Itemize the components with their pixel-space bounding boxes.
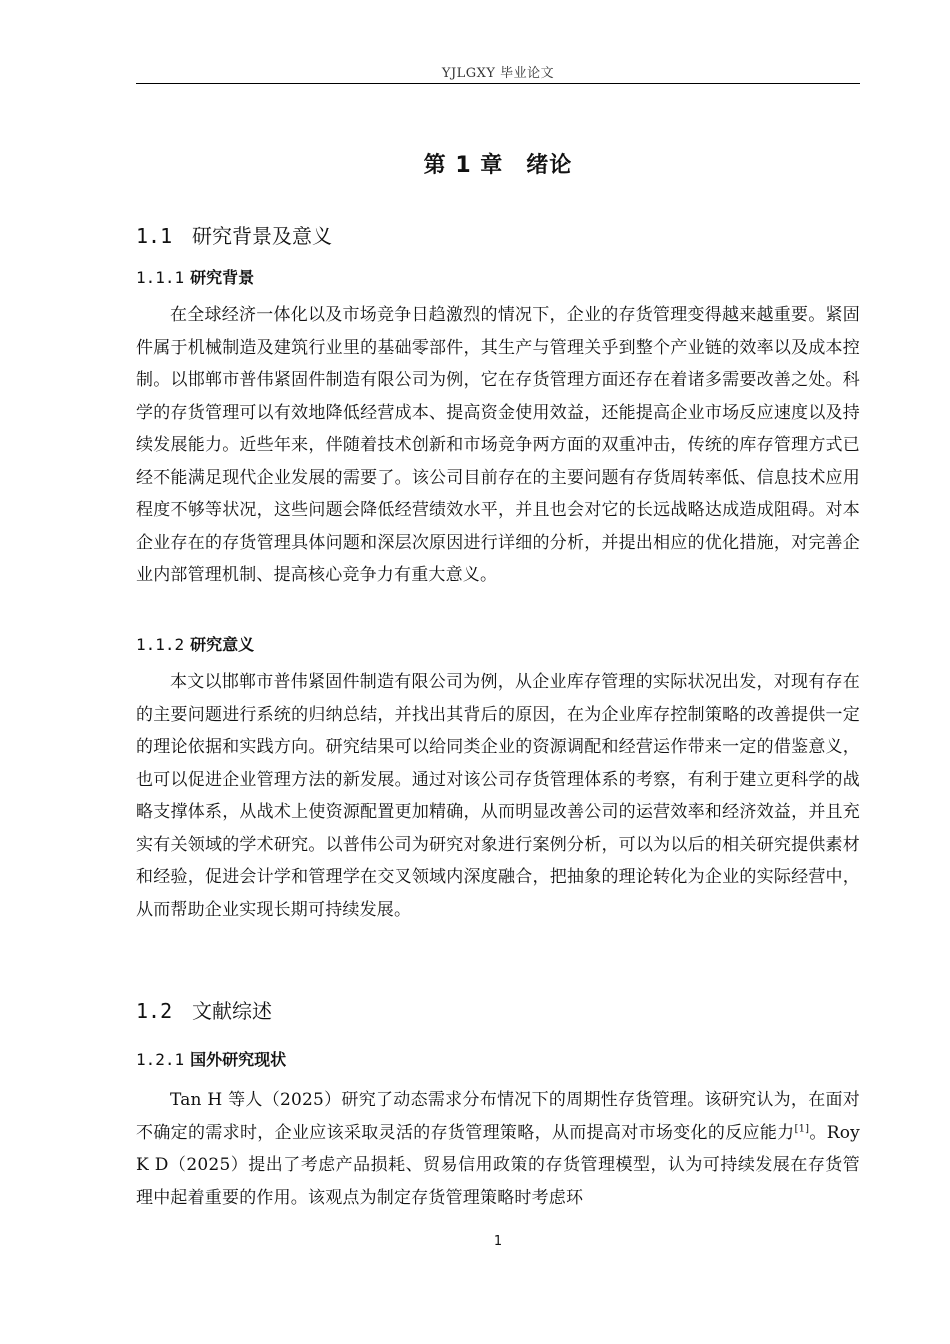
section-heading-1-1 — [136, 220, 332, 249]
paragraph-foreign-research — [136, 1084, 860, 1214]
section-title: 文献综述 — [192, 999, 272, 1023]
subsection-heading-1-1-2 — [136, 632, 254, 655]
paragraph-text: Tan H 等人（2025）研究了动态需求分布情况下的周期性存货管理。该研究认为，在面对不确定的需求时，企业应该采取灵活的存货管理策略，从而提高对市场变化的反应能力 — [136, 1090, 860, 1143]
subsection-number: 1.1.1 — [136, 268, 185, 287]
subsection-title: 研究背景 — [190, 268, 255, 287]
section-number: 1.2 — [136, 999, 173, 1023]
subsection-heading-1-2-1 — [136, 1047, 286, 1070]
subsection-number: 1.2.1 — [136, 1050, 185, 1069]
paragraph-text: 。Roy K D（2025）提出了考虑产品损耗、贸易信用政策的存货管理模型，认为可持续发展在存货管理中起着重要的作用。该观点为制定存货管理策略时考虑环 — [136, 1122, 860, 1208]
subsection-title: 研究意义 — [190, 635, 255, 654]
paragraph-research-background: 在全球经济一体化以及市场竞争日趋激烈的情况下，企业的存货管理变得越来越重要。紧固件属于机械制造及建筑行业里的基础零部件，其生产与管理关乎到整个产业链的效率以及成本控制。以邯郸市普伟紧固件制造有限公司为例，它在存货管理方面还存在着诸多需要改善之处。科学的存货管理可以有效地降低经营成本、提高资金使用效益，还能提高企业市场反应速度以及持续发展能力。近些年来，伴随着技术创新和市场竞争两方面的双重冲击，传统的库存管理方式已经不能满足现代企业发展的需要了。该公司目前存在的主要问题有存货周转率低、信息技术应用程度不够等状况，这些问题会降低经营绩效水平，并且也会对它的长远战略达成造成阻碍。对本企业存在的存货管理具体问题和深层次原因进行详细的分析，并提出相应的优化措施，对完善企业内部管理机制、提高核心竞争力有重大意义。 — [136, 305, 860, 585]
section-number: 1.1 — [136, 224, 173, 248]
subsection-heading-1-1-1 — [136, 265, 254, 288]
subsection-number: 1.1.2 — [136, 635, 185, 654]
subsection-title: 国外研究现状 — [190, 1050, 287, 1069]
section-title: 研究背景及意义 — [192, 224, 332, 248]
page-number: 1 — [493, 1234, 503, 1249]
paragraph-research-significance: 本文以邯郸市普伟紧固件制造有限公司为例，从企业库存管理的实际状况出发，对现有存在的主要问题进行系统的归纳总结，并找出其背后的原因，在为企业库存控制策略的改善提供一定的理论依据和实践方向。研究结果可以给同类企业的资源调配和经营运作带来一定的借鉴意义，也可以促进企业管理方法的新发展。通过对该公司存货管理体系的考察，有利于建立更科学的战略支撑体系，从战术上使资源配置更加精确，从而明显改善公司的运营效率和经济效益，并且充实有关领域的学术研究。以普伟公司为研究对象进行案例分析，可以为以后的相关研究提供素材和经验，促进会计学和管理学在交叉领域内深度融合，把抽象的理论转化为企业的实际经营中，从而帮助企业实现长期可持续发展。 — [136, 672, 860, 920]
chapter-title: 第 1 章 绪论 — [423, 153, 573, 178]
citation-link[interactable]: [1] — [794, 1122, 810, 1134]
header-rule — [136, 83, 860, 84]
running-header: YJLGXY 毕业论文 — [441, 66, 555, 81]
section-heading-1-2 — [136, 995, 272, 1024]
